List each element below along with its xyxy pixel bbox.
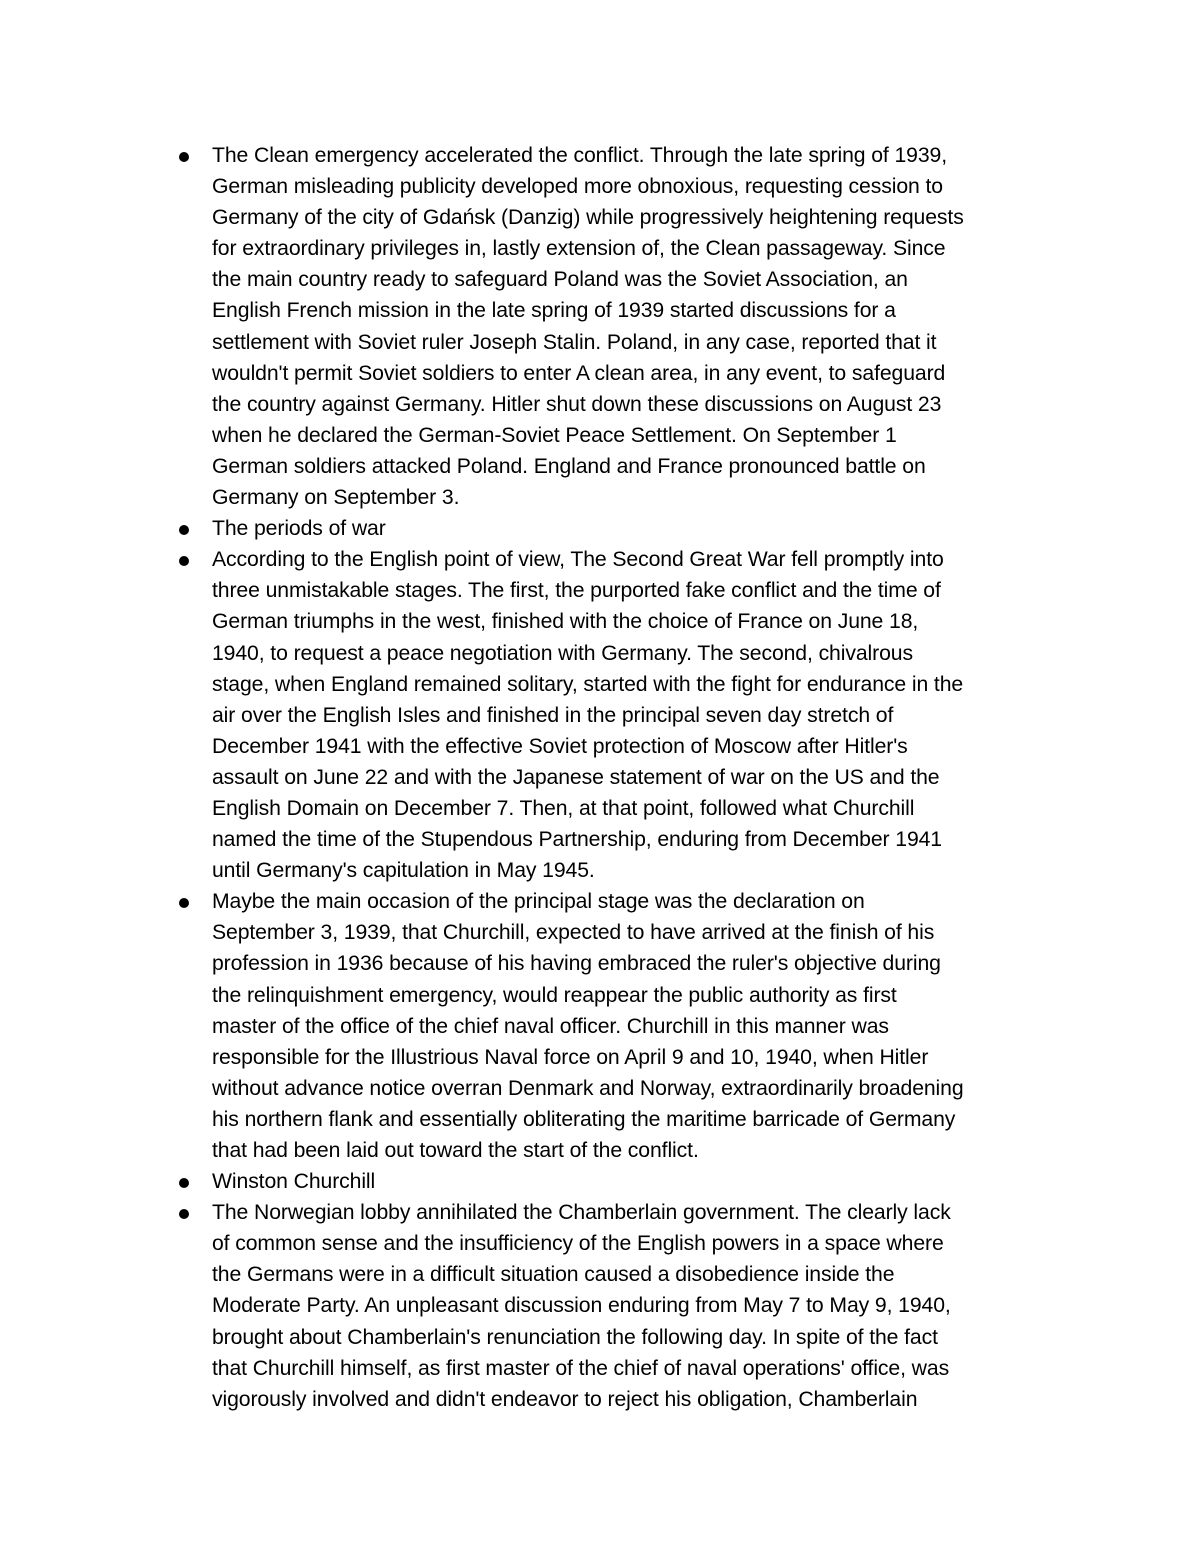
bullet-text-line: wouldn't permit Soviet soldiers to enter A clean area, in any event, to safeguard xyxy=(212,361,946,385)
bullet-text-line: German misleading publicity developed more obnoxious, requesting cession to xyxy=(212,175,943,199)
bullet-text-line: Winston Churchill xyxy=(212,1170,376,1194)
bullet-icon xyxy=(179,1178,189,1188)
bullet-text-line: brought about Chamberlain's renunciation the following day. In spite of the fact xyxy=(212,1325,938,1349)
bullet-text-line: the main country ready to safeguard Poland was the Soviet Association, an xyxy=(212,268,908,292)
list-item xyxy=(172,513,1072,544)
bullet-text-line: Maybe the main occasion of the principal stage was the declaration on xyxy=(212,890,865,914)
bullet-text-line: of common sense and the insufficiency of the English powers in a space where xyxy=(212,1232,944,1256)
bullet-text-line: that Churchill himself, as first master of the chief of naval operations' office, was xyxy=(212,1356,950,1380)
bullet-text-line: the Germans were in a difficult situation caused a disobedience inside the xyxy=(212,1263,895,1287)
bullet-text-line: master of the office of the chief naval officer. Churchill in this manner was xyxy=(212,1014,889,1038)
bullet-text-line: the country against Germany. Hitler shut down these discussions on August 23 xyxy=(212,392,942,416)
bullet-text-line: profession in 1936 because of his having embraced the ruler's objective during xyxy=(212,952,941,976)
bullet-icon xyxy=(179,1209,189,1219)
list-item xyxy=(172,544,1072,886)
bullet-list xyxy=(172,140,1072,1415)
bullet-text-line: 1940, to request a peace negotiation with Germany. The second, chivalrous xyxy=(212,641,913,665)
bullet-text-line: settlement with Soviet ruler Joseph Stalin. Poland, in any case, reported that it xyxy=(212,330,937,354)
bullet-text-line: that had been laid out toward the start of the conflict. xyxy=(212,1139,699,1162)
bullet-text-line: German soldiers attacked Poland. England and France pronounced battle on xyxy=(212,454,926,478)
bullet-text-line: air over the English Isles and finished in the principal seven day stretch of xyxy=(212,703,894,727)
bullet-text-line: September 3, 1939, that Churchill, expected to have arrived at the finish of his xyxy=(212,921,935,945)
bullet-text-line: Germany of the city of Gdańsk (Danzig) while progressively heightening requests xyxy=(212,206,964,230)
bullet-text-line: stage, when England remained solitary, started with the fight for endurance in the xyxy=(212,672,964,696)
bullet-text-line: The Norwegian lobby annihilated the Chamberlain government. The clearly lack xyxy=(212,1201,951,1225)
bullet-icon xyxy=(179,556,189,566)
bullet-text-line: Moderate Party. An unpleasant discussion enduring from May 7 to May 9, 1940, xyxy=(212,1294,951,1318)
bullet-text-line: The periods of war xyxy=(212,517,386,541)
bullet-text-line: The Clean emergency accelerated the conflict. Through the late spring of 1939, xyxy=(212,144,947,167)
bullet-text-line: Germany on September 3. xyxy=(212,486,460,510)
bullet-text-line: responsible for the Illustrious Naval force on April 9 and 10, 1940, when Hitler xyxy=(212,1045,929,1069)
bullet-text-line: German triumphs in the west, finished with the choice of France on June 18, xyxy=(212,610,919,634)
bullet-text-line: English French mission in the late spring of 1939 started discussions for a xyxy=(212,299,896,323)
bullet-text-line: English Domain on December 7. Then, at that point, followed what Churchill xyxy=(212,796,915,820)
bullet-text-line: assault on June 22 and with the Japanese statement of war on the US and the xyxy=(212,765,940,789)
bullet-text-line: when he declared the German-Soviet Peace Settlement. On September 1 xyxy=(212,423,897,447)
bullet-text-line: vigorously involved and didn't endeavor to reject his obligation, Chamberlain xyxy=(212,1387,918,1411)
bullet-icon xyxy=(179,152,189,162)
bullet-text-line: until Germany's capitulation in May 1945. xyxy=(212,859,595,883)
list-item xyxy=(172,1166,1072,1197)
list-item xyxy=(172,886,1072,1166)
list-item xyxy=(172,140,1072,513)
bullet-icon xyxy=(179,525,189,535)
bullet-text-line: named the time of the Stupendous Partnership, enduring from December 1941 xyxy=(212,828,942,852)
bullet-text-line: According to the English point of view, The Second Great War fell promptly into xyxy=(212,548,944,572)
bullet-text-line: without advance notice overran Denmark and Norway, extraordinarily broadening xyxy=(212,1076,964,1100)
bullet-text-line: his northern flank and essentially obliterating the maritime barricade of Germany xyxy=(212,1107,956,1131)
bullet-text-line: the relinquishment emergency, would reappear the public authority as first xyxy=(212,983,897,1007)
bullet-icon xyxy=(179,898,189,908)
list-item xyxy=(172,1197,1072,1415)
bullet-text-line: December 1941 with the effective Soviet protection of Moscow after Hitler's xyxy=(212,734,908,758)
bullet-text-line: for extraordinary privileges in, lastly extension of, the Clean passageway. Since xyxy=(212,237,946,261)
bullet-text-line: three unmistakable stages. The first, the purported fake conflict and the time of xyxy=(212,579,941,603)
